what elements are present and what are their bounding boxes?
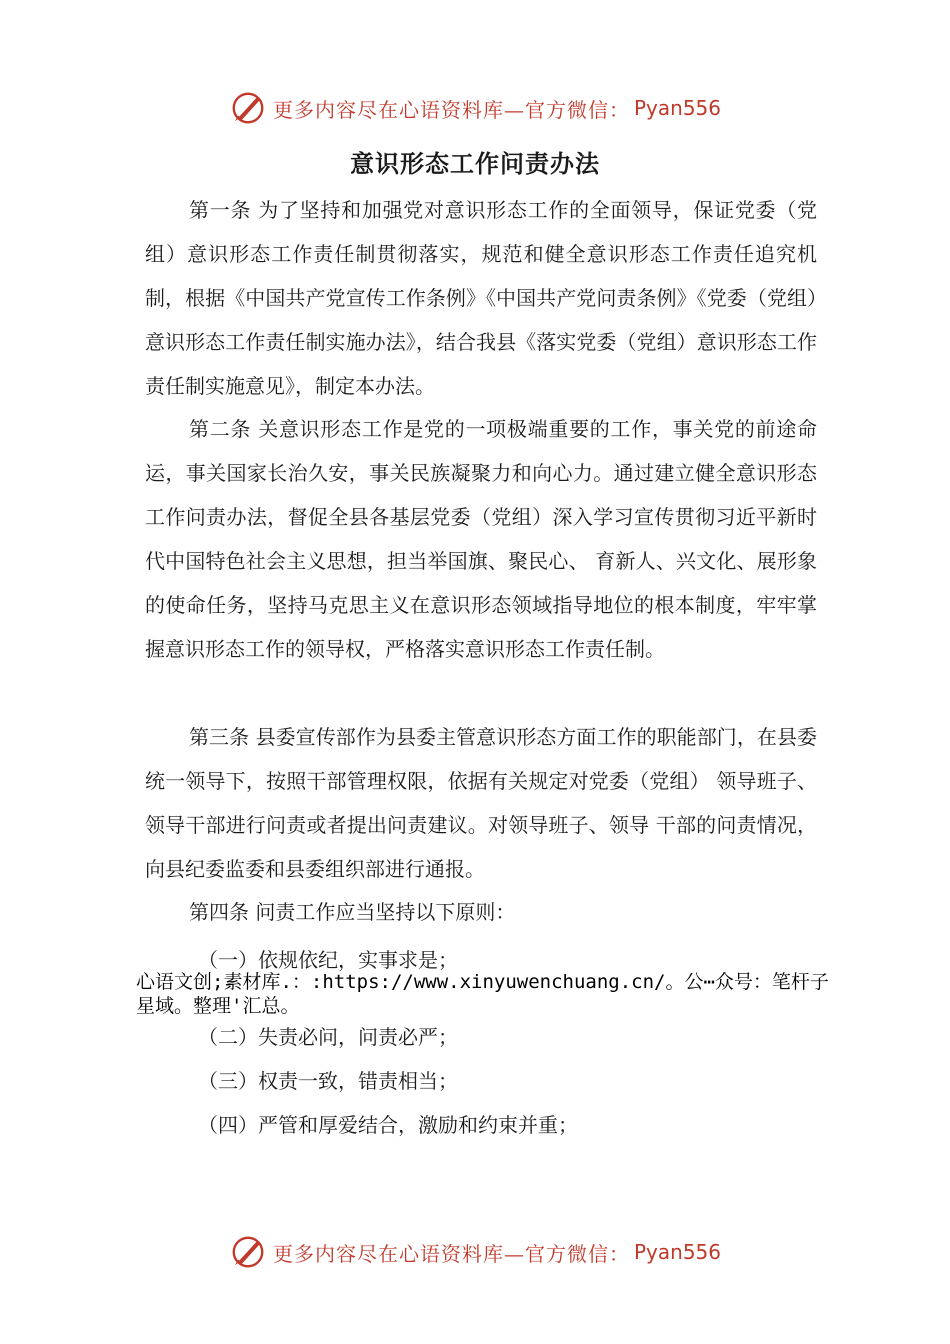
article-1: 第一条 为了坚持和加强党对意识形态工作的全面领导，保证党委（党组）意识形态工作责任制贯彻落实，规范和健全意识形态工作责任追究机制，根据《中国共产党宣传工作条例》《中国共产党问责条例》《党委（党组）意识形态工作责任制实施办法》，结合我县《落实党委（党组）意识形态工作责任制实施意见》，制定本办法。 — [145, 198, 817, 398]
watermark-text: 更多内容尽在心语资料库—官方微信： — [272, 1241, 630, 1266]
source-overlay-text: 心语文创;素材库.：:https://www.xinyuwenchuang.cn/。公⋯众号：笔杆子星域。整理'汇总。 — [136, 971, 829, 1017]
watermark-banner-bottom — [0, 1232, 950, 1272]
pen-logo-icon — [229, 89, 267, 127]
article-3: 第三条 县委宣传部作为县委主管意识形态方面工作的职能部门，在县委统一领导下，按照干部管理权限，依据有关规定对党委（党组） 领导班子、领导干部进行问责或者提出问责建议。对领导班子、领导 干部的问责情况，向县纪委监委和县委组织部进行通报。 — [145, 725, 817, 881]
watermark-wechat-id: Pyan556 — [633, 96, 721, 120]
watermark-text: 更多内容尽在心语资料库—官方微信： — [272, 97, 630, 122]
watermark-wechat-id: Pyan556 — [633, 1240, 721, 1264]
article-2: 第二条 关意识形态工作是党的一项极端重要的工作，事关党的前途命运，事关国家长治久安，事关民族凝聚力和向心力。通过建立健全意识形态工作问责办法，督促全县各基层党委（党组）深入学习宣传贯彻习近平新时代中国特色社会主义思想，担当举国旗、聚民心、 育新人、兴文化、展形象的使命任务，坚持马克思主义在意识形态领域指导地位的根本制度，牢牢掌握意识形态工作的领导权，严格落实意识形态工作责任制。 — [145, 417, 817, 661]
article-4: 第四条 问责工作应当坚持以下原则： — [189, 900, 516, 924]
principle-item: （一）依规依纪，实事求是； — [198, 948, 458, 972]
watermark-banner-top — [0, 88, 950, 128]
principle-item: （二）失责必问，问责必严； — [198, 1025, 458, 1049]
document-title: 意识形态工作问责办法 — [350, 149, 600, 178]
pen-logo-icon — [229, 1233, 267, 1271]
principle-item: （四）严管和厚爱结合，激励和约束并重； — [198, 1113, 578, 1137]
principle-item: （三）权责一致，错责相当； — [198, 1069, 458, 1093]
